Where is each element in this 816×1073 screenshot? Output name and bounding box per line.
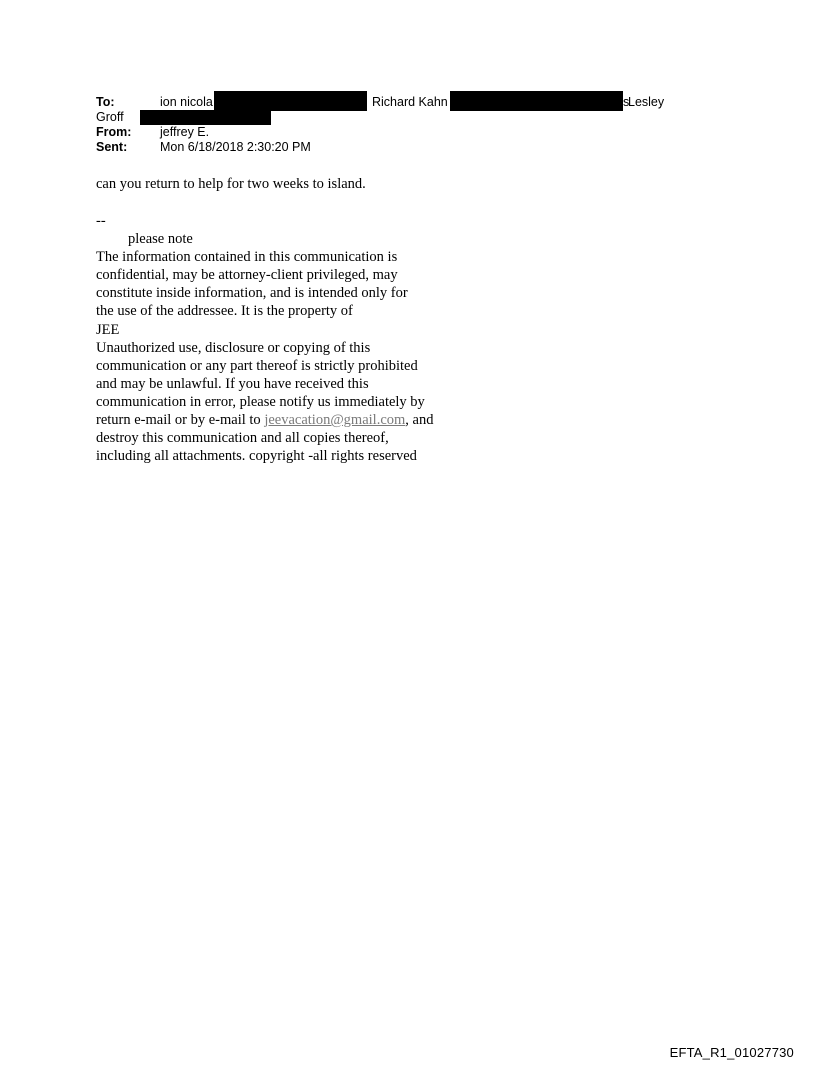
disclaimer-line: JEE	[96, 321, 120, 338]
from-row	[96, 125, 716, 140]
sent-row	[96, 140, 716, 155]
sent-value: Mon 6/18/2018 2:30:20 PM	[160, 140, 311, 154]
sent-label: Sent:	[96, 140, 128, 154]
disclaimer-intro: please note	[128, 231, 193, 248]
disclaimer-line: and may be unlawful. If you have received this	[96, 375, 369, 392]
disclaimer-line-with-email	[96, 411, 433, 429]
return-line-prefix: return e-mail or by e-mail to	[96, 412, 265, 429]
disclaimer-block	[96, 212, 433, 465]
disclaimer-line: Unauthorized use, disclosure or copying of this	[96, 339, 371, 356]
to-row-continued	[96, 110, 716, 125]
return-line-suffix: , and	[405, 412, 434, 429]
from-value: jeffrey E.	[160, 125, 210, 139]
to-row	[96, 95, 716, 110]
message-body	[96, 175, 366, 193]
disclaimer-line: The information contained in this communication is	[96, 249, 398, 266]
disclaimer-line: destroy this communication and all copies thereof,	[96, 430, 389, 447]
to-recipient-3: Lesley	[628, 95, 665, 109]
email-header	[96, 95, 716, 155]
document-id: EFTA_R1_01027730	[669, 1045, 794, 1060]
contact-email-link[interactable]: jeevacation@gmail.com	[264, 412, 406, 429]
disclaimer-line: communication or any part thereof is strictly prohibited	[96, 357, 418, 374]
to-recipient-3-fragment: s	[623, 95, 630, 109]
redaction-box	[214, 91, 367, 111]
from-label: From:	[96, 125, 132, 139]
disclaimer-line: confidential, may be attorney-client privileged, may	[96, 267, 398, 284]
message-text: can you return to help for two weeks to island.	[96, 176, 366, 192]
to-recipient-2: Richard Kahn	[372, 95, 448, 109]
disclaimer-line: the use of the addressee. It is the property of	[96, 303, 353, 320]
disclaimer-line: communication in error, please notify us immediately by	[96, 393, 425, 410]
disclaimer-line: constitute inside information, and is intended only for	[96, 285, 408, 302]
disclaimer-line: including all attachments. copyright -all rights reserved	[96, 448, 417, 465]
to-recipient-1: ion nicola	[160, 95, 213, 109]
redaction-box	[140, 110, 271, 125]
to-recipient-3-surname: Groff	[96, 110, 124, 124]
redaction-box	[450, 91, 623, 111]
to-label: To:	[96, 95, 115, 109]
signature-separator: --	[96, 213, 106, 229]
